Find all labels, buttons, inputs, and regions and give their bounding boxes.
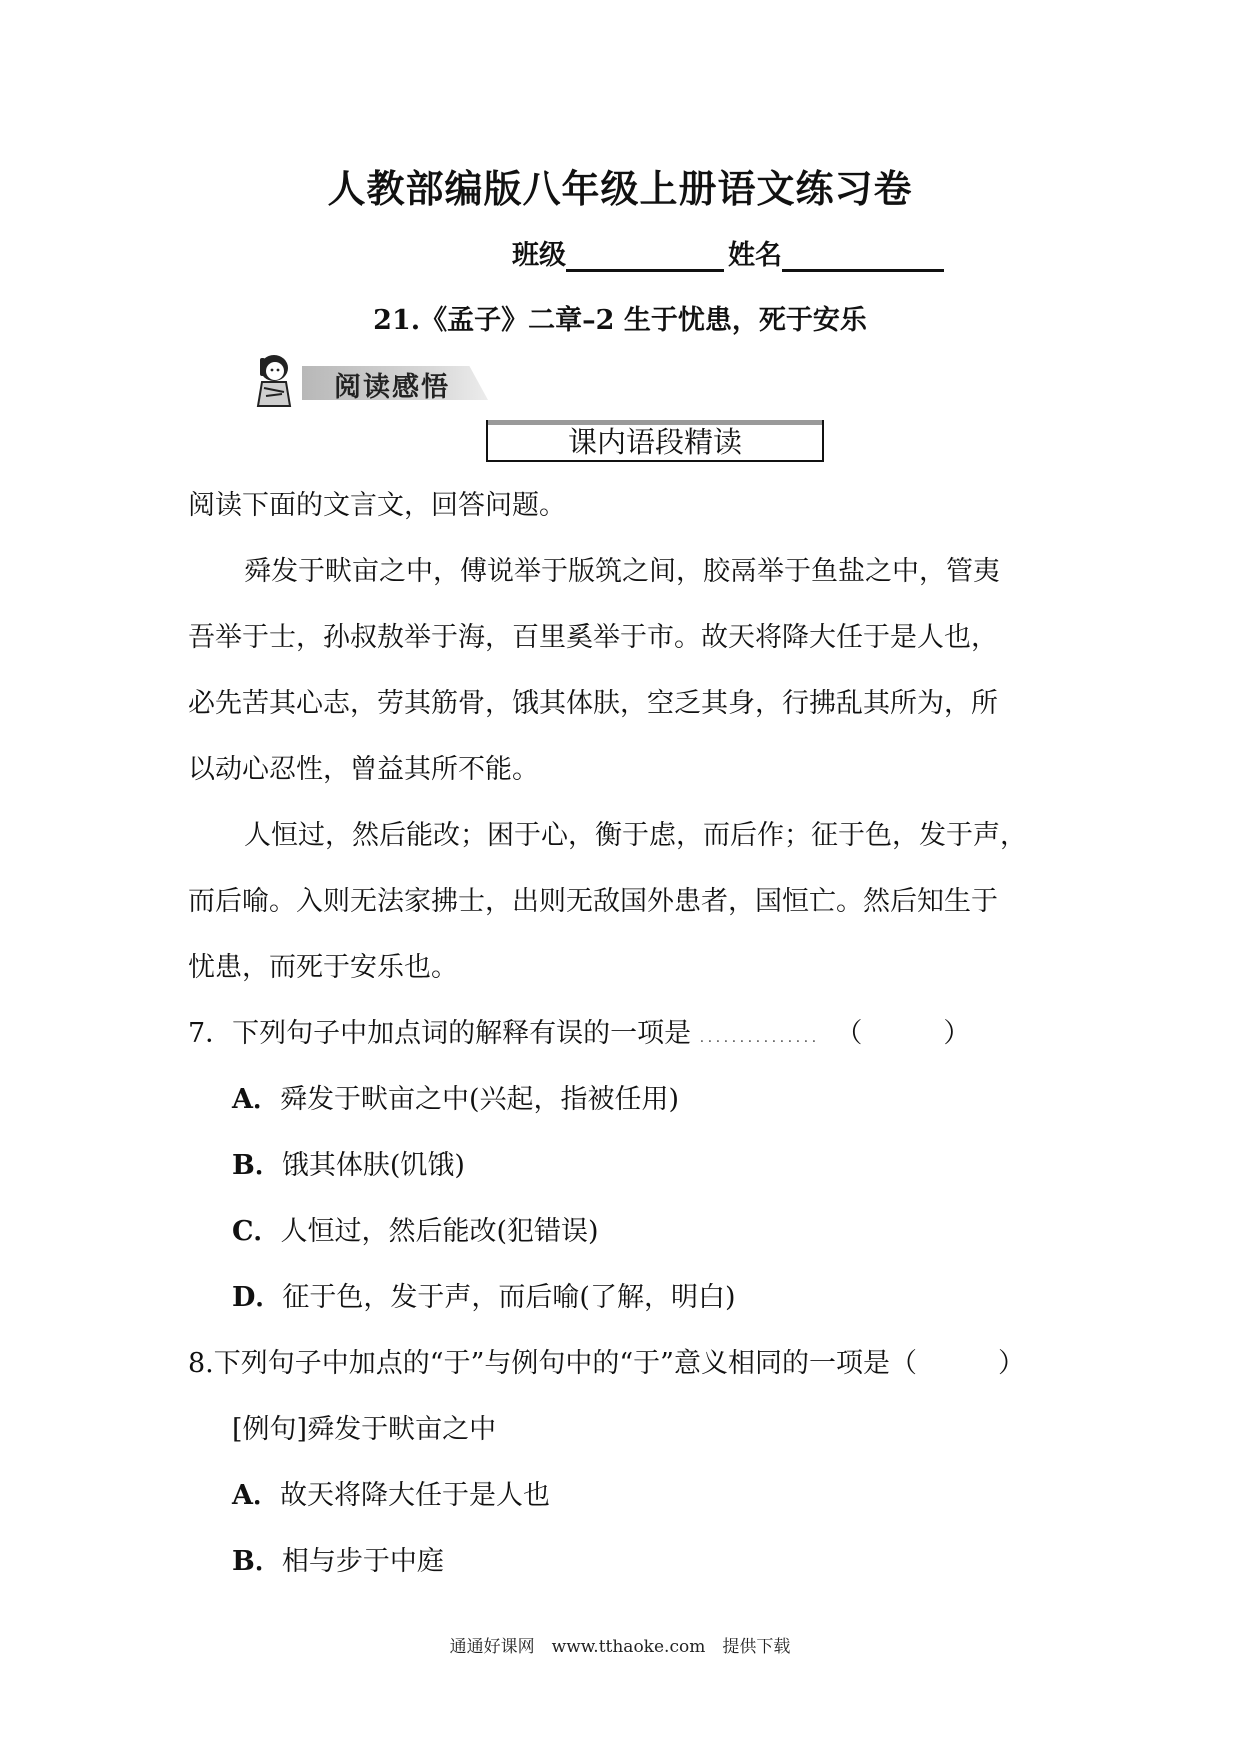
lesson-title: 21.《孟子》二章–2 生于忧患，死于安乐 <box>373 305 867 336</box>
question-8-option-a[interactable] <box>232 1478 550 1514</box>
instruction: 阅读下面的文言文，回答问题。 <box>188 490 566 521</box>
passage-p2-line: 忧患，而死于安乐也。 <box>188 952 458 983</box>
passage-p1-line: 舜发于畎亩之中，傅说举于版筑之间，胶鬲举于鱼盐之中，管夷 <box>244 556 1000 587</box>
section-banner-label: 阅读感悟 <box>334 372 450 403</box>
name-blank[interactable] <box>782 235 944 272</box>
question-8-stem: 8.下列句子中加点的“于”与例句中的“于”意义相同的一项是 <box>188 1348 890 1379</box>
option-label: C． <box>232 1216 281 1247</box>
option-label: A． <box>232 1084 280 1115</box>
class-blank[interactable] <box>566 235 724 272</box>
question-8-example: [例句]舜发于畎亩之中 <box>232 1414 497 1445</box>
question-7-stem: 7．下列句子中加点词的解释有误的一项是 <box>188 1018 692 1049</box>
option-label: B． <box>232 1150 282 1181</box>
passage-p1-line: 以动心忍性，曾益其所不能。 <box>188 754 539 785</box>
question-8-option-b[interactable] <box>232 1544 444 1580</box>
question-7-option-c[interactable] <box>232 1214 599 1250</box>
question-7-leader-dots: ．．．．．．．．．．．．．．． <box>699 1030 827 1046</box>
option-label: B． <box>232 1546 282 1577</box>
option-label: D． <box>232 1282 283 1313</box>
footer-source: 通通好课网 www.tthaoke.com 提供下载 <box>449 1637 791 1657</box>
class-label: 班级 <box>512 240 566 271</box>
passage-p1-line: 吾举于士，孙叔敖举于海，百里奚举于市。故天将降大任于是人也， <box>188 622 998 653</box>
question-7-option-d[interactable] <box>232 1280 736 1316</box>
passage-p2-line: 人恒过，然后能改；困于心，衡于虑，而后作；征于色，发于声， <box>244 820 1027 851</box>
question-8 <box>188 1346 1025 1382</box>
passage-p2-line: 而后喻。入则无法家拂士，出则无敌国外患者，国恒亡。然后知生于 <box>188 886 998 917</box>
question-7-option-a[interactable] <box>232 1082 679 1118</box>
option-text: 故天将降大任于是人也 <box>279 1480 550 1511</box>
girl-reading-icon <box>246 348 318 410</box>
question-7-option-b[interactable] <box>232 1148 465 1184</box>
section-banner <box>246 348 496 408</box>
page-title: 人教部编版八年级上册语文练习卷 <box>327 167 913 211</box>
option-text: 人恒过，然后能改(犯错误) <box>280 1216 599 1247</box>
name-label: 姓名 <box>728 240 782 271</box>
option-text: 饿其体肤(饥饿) <box>281 1150 465 1181</box>
option-text: 相与步于中庭 <box>281 1546 444 1577</box>
passage-p1-line: 必先苦其心志，劳其筋骨，饿其体肤，空乏其身，行拂乱其所为，所 <box>188 688 998 719</box>
question-7-answer-paren[interactable]: （ ） <box>835 1018 971 1049</box>
option-text: 舜发于畎亩之中(兴起，指被任用) <box>279 1084 680 1115</box>
option-label: A． <box>232 1480 280 1511</box>
student-info-fields <box>512 232 948 272</box>
subsection-title: 课内语段精读 <box>486 420 824 462</box>
question-7 <box>188 1016 970 1056</box>
question-8-answer-paren[interactable]: （ ） <box>889 1348 1025 1379</box>
option-text: 征于色，发于声，而后喻(了解，明白) <box>282 1282 736 1313</box>
